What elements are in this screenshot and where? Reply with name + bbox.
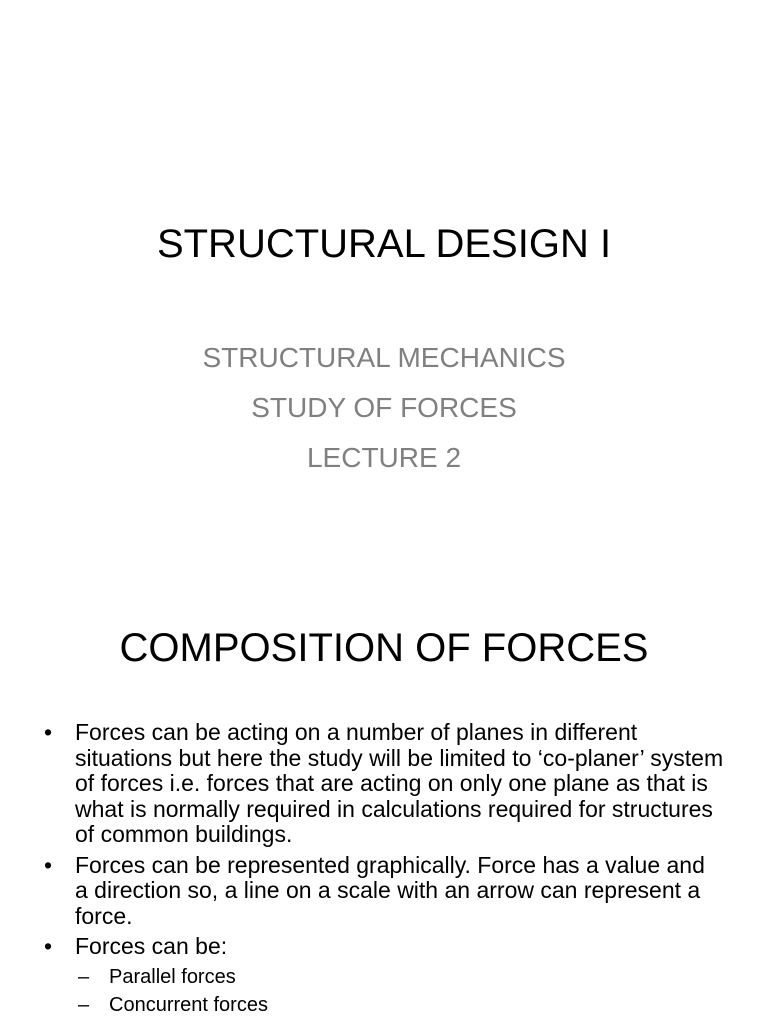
sub-bullet-item-1 [75,963,724,991]
sub-bullet-list [75,963,724,1019]
slide-title: STRUCTURAL DESIGN I [156,222,612,266]
bullet-text: Forces can be: [75,933,228,959]
bullet-item-1 [44,720,724,848]
bullet-marker: • [44,933,53,959]
sub-bullet-text: Parallel forces [109,965,236,988]
subtitle-line-3: LECTURE 2 [306,442,462,473]
bullet-marker: • [44,719,53,745]
bullet-text: Forces can be represented graphically. Force has a value and a direction so, a line on a scale with an arrow can represent a force. [75,851,705,929]
content-slide-title: COMPOSITION OF FORCES [119,626,649,670]
bullet-list [44,720,724,1024]
subtitle-line-2: STUDY OF FORCES [251,392,517,423]
content-slide [0,576,768,1024]
bullet-marker: • [44,851,53,878]
slide-subtitle [0,333,768,483]
sub-bullet-text: Concurrent forces [109,993,268,1016]
subtitle-line-1: STRUCTURAL MECHANICS [202,342,566,373]
sub-bullet-item-2 [75,991,724,1019]
sub-bullet-marker: – [78,993,90,1016]
bullet-item-3 [44,934,724,1019]
bullet-item-2 [44,853,724,930]
bullet-text: Forces can be acting on a number of planes in different situations but here the study will be limited to ‘co-planer’ system of forces i.e. forces that are acting on only one plane as that is what is normally required in calculations required for structures of common buildings. [75,719,724,847]
sub-bullet-marker: – [78,965,90,988]
